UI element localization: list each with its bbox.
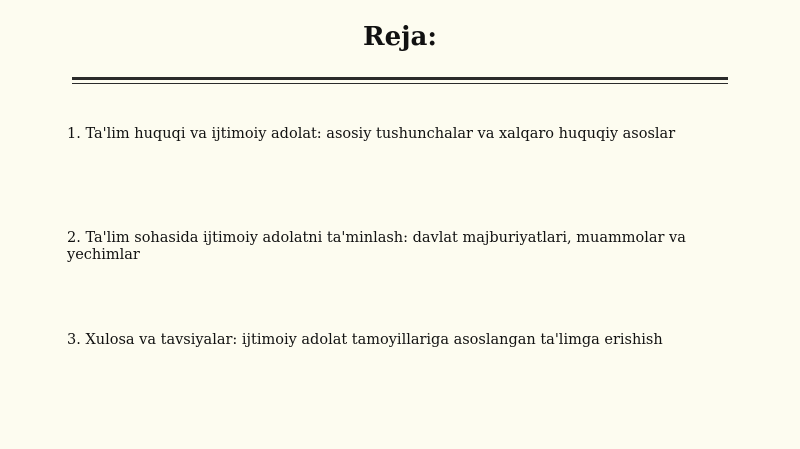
title-divider-thin-line [72,83,728,84]
title-divider [72,77,728,85]
title-divider-thick-line [72,77,728,80]
plan-item-1: 1. Ta'lim huquqi va ijtimoiy adolat: asosiy tushunchalar va xalqaro huquqiy asoslar [67,126,676,142]
plan-item-2: 2. Ta'lim sohasida ijtimoiy adolatni ta'minlash: davlat majburiyatlari, muammolar va yechimlar [67,230,686,263]
plan-item-3: 3. Xulosa va tavsiyalar: ijtimoiy adolat tamoyillariga asoslangan ta'limga erishish [67,332,663,348]
slide-title: Reja: [362,22,437,52]
